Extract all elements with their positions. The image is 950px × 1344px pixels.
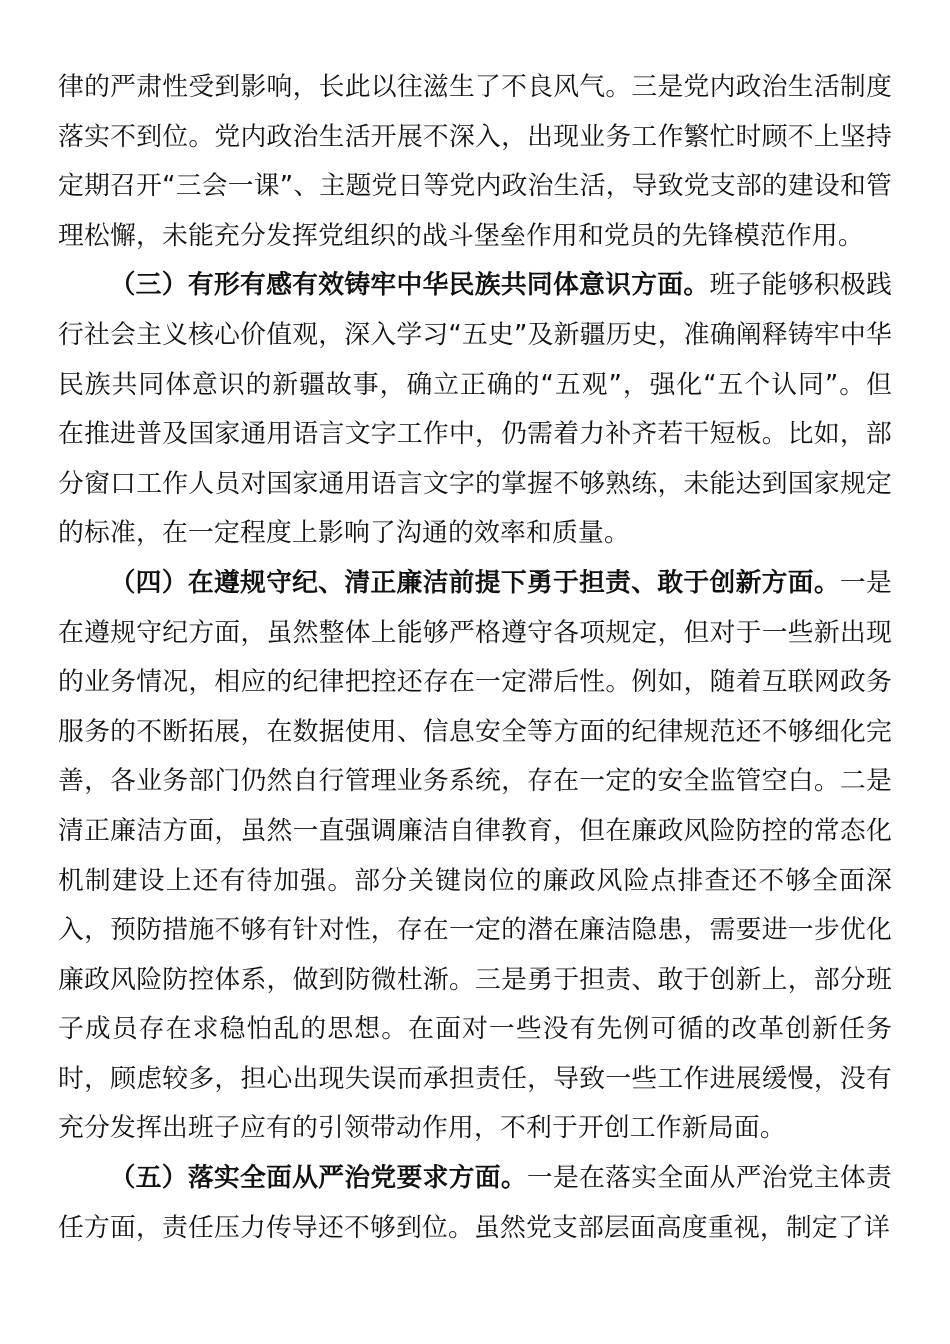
paragraph-text: 一是在遵规守纪方面，虽然整体上能够严格遵守各项规定，但对于一些新出现的业务情况，相应的纪律把控还存在一定滞后性。例如，随着互联网政务服务的不断拓展，在数据使用、信息安全等方面的纪律规范还不够细化完善，各业务部门仍然自行管理业务系统，存在一定的安全监管空白。二是清正廉洁方面，虽然一直强调廉洁自律教育，但在廉政风险防控的常态化机制建设上还有待加强。部分关键岗位的廉政风险点排查还不够全面深入，预防措施不够有针对性，存在一定的潜在廉洁隐患，需要进一步优化廉政风险防控体系，做到防微杜渐。三是勇于担责、敢于创新上，部分班子成员存在求稳怕乱的思想。在面对一些没有先例可循的改革创新任务时，顾虑较多，担心出现失误而承担责任，导致一些工作进展缓慢，没有充分发挥出班子应有的引领带动作用，不利于开创工作新局面。 — [58, 567, 892, 1144]
paragraph-continuation — [58, 63, 892, 261]
paragraph-text: 一是在落实全面从严治党主体责任方面，责任压力传导还不够到位。虽然党支部层面高度重视，制定了详 — [58, 1163, 892, 1243]
section-heading-5: （五）落实全面从严治党要求方面。 — [109, 1163, 527, 1194]
section-heading-3: （三）有形有感有效铸牢中华民族共同体意识方面。 — [109, 270, 710, 301]
paragraph-section-4 — [58, 559, 892, 1154]
paragraph-section-3 — [58, 261, 892, 559]
paragraph-text: 班子能够积极践行社会主义核心价值观，深入学习“五史”及新疆历史，准确阐释铸牢中华民族共同体意识的新疆故事，确立正确的“五观”，强化“五个认同”。但在推进普及国家通用语言文字工作中，仍需着力补齐若干短板。比如，部分窗口工作人员对国家通用语言文字的掌握不够熟练，未能达到国家规定的标准，在一定程度上影响了沟通的效率和质量。 — [58, 270, 892, 549]
document-body — [58, 63, 892, 1253]
paragraph-text: 律的严肃性受到影响，长此以往滋生了不良风气。三是党内政治生活制度落实不到位。党内政治生活开展不深入，出现业务工作繁忙时顾不上坚持定期召开“三会一课”、主题党日等党内政治生活，导致党支部的建设和管理松懈，未能充分发挥党组织的战斗堡垒作用和党员的先锋模范作用。 — [58, 72, 892, 251]
paragraph-section-5 — [58, 1154, 892, 1253]
section-heading-4: （四）在遵规守纪、清正廉洁前提下勇于担责、敢于创新方面。 — [109, 567, 840, 598]
